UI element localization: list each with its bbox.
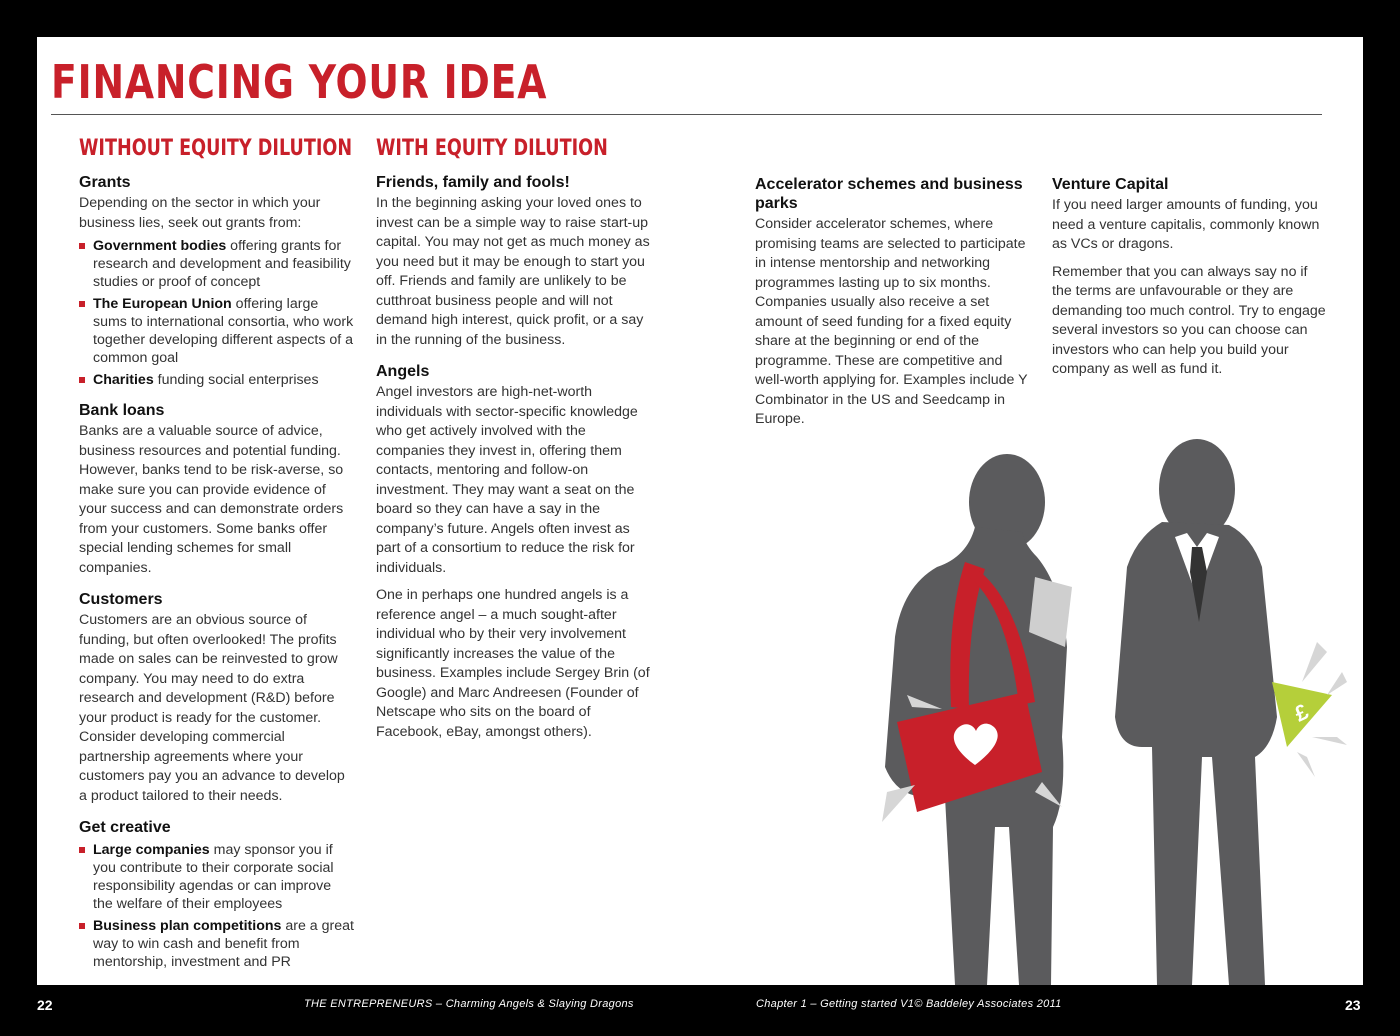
customers-section — [79, 590, 354, 806]
with-equity-column — [376, 135, 651, 754]
bullet-icon — [79, 243, 85, 249]
list-item — [79, 841, 354, 913]
item-bold: Large companies — [93, 842, 210, 858]
venture-column — [1052, 175, 1327, 388]
get-creative-section — [79, 818, 354, 971]
title-rule — [51, 114, 1322, 115]
bank-loans-text: Banks are a valuable source of advice, business resources and potential funding. However, banks tend to be risk-averse, so make sure you can provide evidence of your success and can demonstrate orders from your customers. Some banks offer special lending schemes for small companies. — [79, 423, 344, 576]
customers-text: Customers are an obvious source of funding, but often overlooked! The profits made on sales can be reinvested to grow company. You may need to do extra research and development (R&D) before your product is ready for the customer. Consider developing commercial partnership agreements where your customers pay you an advance to develop a product tailored to their needs. — [79, 612, 345, 804]
angels-section — [376, 362, 651, 742]
accelerator-text: Consider accelerator schemes, where promising teams are selected to participate in intense mentorship and networking programmes lasting up to six months. Companies usually also receive a set amount of seed funding for a fixed equity share at the beginning or end of the programme. These are competitive and well-worth applying for. Examples include Y Combinator in the US and Seedcamp in Europe. — [755, 216, 1028, 427]
bullet-icon — [79, 847, 85, 853]
list-item — [79, 917, 354, 971]
get-creative-list — [79, 841, 354, 971]
with-equity-heading: WITH EQUITY DILUTION — [376, 136, 608, 161]
accelerator-title: Accelerator schemes and business parks — [755, 176, 1023, 212]
page-spread — [37, 37, 1363, 985]
bullet-icon — [79, 301, 85, 307]
item-text: funding social enterprises — [153, 372, 319, 388]
fff-section — [376, 173, 651, 350]
grants-title: Grants — [79, 174, 131, 191]
item-bold: Business plan competitions — [93, 918, 282, 934]
item-bold: The European Union — [93, 296, 232, 312]
angels-title: Angels — [376, 363, 430, 380]
bank-loans-title: Bank loans — [79, 402, 165, 419]
list-item — [79, 237, 354, 291]
item-bold: Government bodies — [93, 238, 227, 254]
grants-list — [79, 237, 354, 389]
angels-text-1: Angel investors are high-net-worth individuals with sector-specific knowledge who get actively involved with the companies they invest in, offering them contacts, mentoring and follow-on investment. They may want a seat on the board so they can have a say in the company’s future. Angels often invest as part of a consortium to reduce the risk for individuals. — [376, 384, 638, 576]
without-equity-column — [79, 135, 354, 983]
fff-text: In the beginning asking your loved ones to invest can be a simple way to raise start-up capital. You may not get as much money as you need but it may be enough to start you off. Friends and family are unlikely to be cutthroat business people and will not demand high interest, quick profit, or a say in the running of the business. — [376, 195, 650, 348]
fff-title: Friends, family and fools! — [376, 174, 570, 191]
angels-text-2: One in perhaps one hundred angels is a reference angel – a much sought-after individual who by their very involvement significantly increases the value of the business. Examples include Sergey Brin (of Google) and Marc Andreesen (Founder of Netscape who sits on the board of Facebook, eBay, amongst others). — [376, 587, 650, 740]
list-item — [79, 371, 354, 389]
venture-text-1: If you need larger amounts of funding, you need a venture capitalis, commonly known as VCs or dragons. — [1052, 197, 1320, 252]
without-equity-heading: WITHOUT EQUITY DILUTION — [79, 136, 353, 161]
item-bold: Charities — [93, 372, 154, 388]
grants-intro: Depending on the sector in which your business lies, seek out grants from: — [79, 195, 321, 231]
book-title: THE ENTREPRENEURS – Charming Angels & Slaying Dragons — [304, 998, 634, 1010]
item-text: may sponsor you if you contribute to their corporate social responsibility agendas or can improve the welfare of their employees — [93, 842, 334, 912]
bullet-icon — [79, 377, 85, 383]
list-item — [79, 295, 354, 367]
chapter-info: Chapter 1 – Getting started V1© Baddeley Associates 2011 — [756, 998, 1062, 1010]
item-text: offering grants for research and development and feasibility studies or proof of concept — [93, 238, 351, 290]
item-text: are a great way to win cash and benefit from mentorship, investment and PR — [93, 918, 354, 970]
vc-figure — [1115, 439, 1277, 985]
page-number-left: 22 — [37, 997, 53, 1013]
bullet-icon — [79, 923, 85, 929]
businessmen-illustration — [857, 437, 1357, 985]
accelerator-column — [755, 175, 1035, 438]
customers-title: Customers — [79, 591, 163, 608]
bank-loans-section — [79, 401, 354, 578]
svg-text:£: £ — [1290, 698, 1313, 727]
venture-text-2: Remember that you can always say no if the terms are unfavourable or they are demanding too much control. Try to engage several investors so you can choose can investors who can help you build your company as well as fund it. — [1052, 263, 1326, 377]
page-number-right: 23 — [1345, 997, 1361, 1013]
grants-section — [79, 173, 354, 389]
footer — [0, 985, 1400, 1036]
item-text: offering large sums to international consortia, who work together developing different aspects of a common goal — [93, 296, 354, 366]
get-creative-title: Get creative — [79, 819, 171, 836]
venture-title: Venture Capital — [1052, 176, 1169, 193]
page-title: FINANCING YOUR IDEA — [51, 55, 548, 109]
